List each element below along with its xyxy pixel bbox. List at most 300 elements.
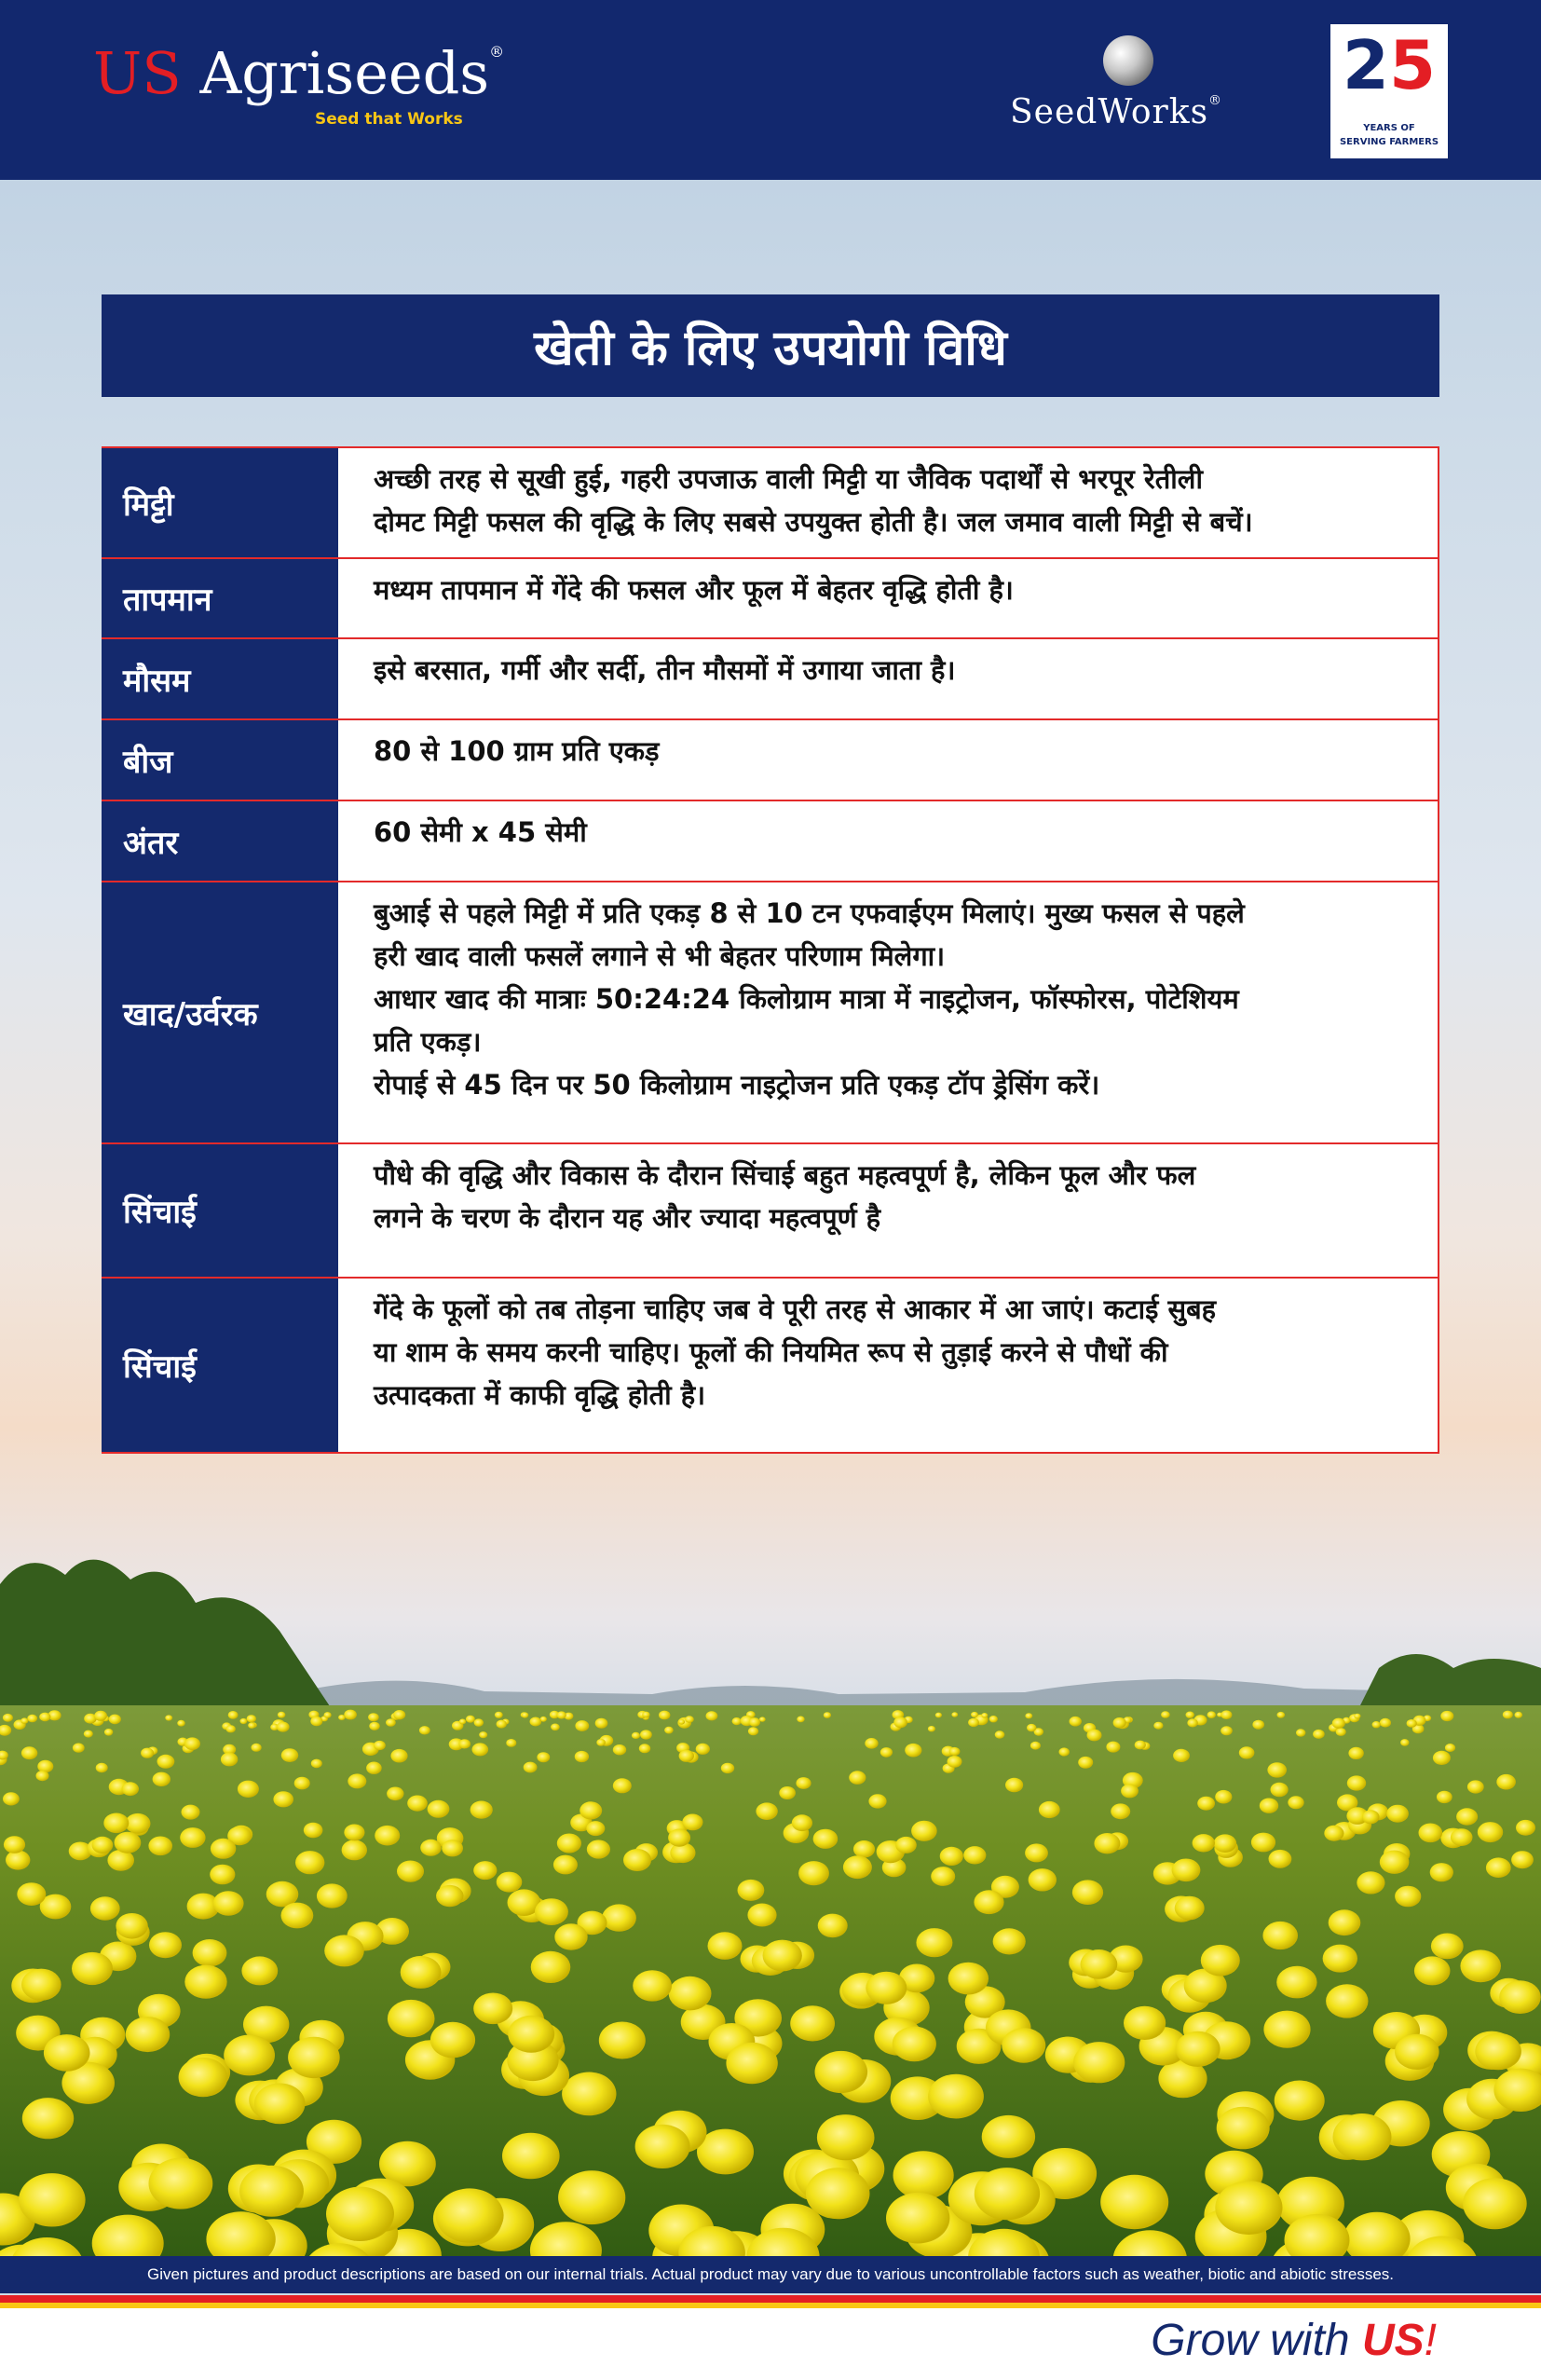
marigold-bloom xyxy=(721,1763,734,1773)
marigold-bloom xyxy=(708,1932,743,1960)
marigold-bloom xyxy=(1113,1717,1126,1728)
marigold-bloom xyxy=(96,1763,108,1772)
marigold-bloom xyxy=(278,1712,285,1718)
cultivation-table xyxy=(102,446,1439,1454)
slogan-text: Grow with xyxy=(1151,2316,1362,2365)
marigold-bloom xyxy=(1252,1720,1264,1730)
marigold-bloom xyxy=(1271,1783,1289,1797)
marigold-bloom xyxy=(797,1717,804,1723)
marigold-bloom xyxy=(595,1718,608,1729)
marigold-bloom xyxy=(157,1755,175,1769)
row-value xyxy=(338,639,1439,718)
marigold-bloom xyxy=(1460,1949,1501,1982)
marigold-bloom xyxy=(442,1840,463,1856)
row-label: बीज xyxy=(102,720,338,800)
marigold-bloom xyxy=(1323,1945,1357,1973)
marigold-bloom xyxy=(277,1722,290,1732)
marigold-bloom xyxy=(177,1720,184,1727)
marigold-bloom xyxy=(1267,1762,1287,1777)
marigold-bloom xyxy=(338,1715,346,1720)
marigold-bloom xyxy=(228,1711,239,1719)
seedworks-orb-icon xyxy=(1103,35,1153,86)
marigold-bloom xyxy=(537,1752,550,1762)
marigold-bloom xyxy=(599,2022,646,2059)
marigold-bloom xyxy=(1503,1711,1513,1719)
marigold-bloom xyxy=(393,1710,405,1719)
marigold-bloom xyxy=(738,1880,765,1901)
brand-tagline: Seed that Works xyxy=(315,110,463,129)
marigold-bloom xyxy=(815,2051,868,2093)
seedworks-reg: ® xyxy=(1208,93,1223,108)
row-label: तापमान xyxy=(102,559,338,637)
anniv-digit-2: 2 xyxy=(1342,26,1389,104)
table-row xyxy=(102,801,1439,882)
marigold-bloom xyxy=(982,2115,1035,2158)
marigold-bloom xyxy=(632,1732,640,1739)
marigold-bloom xyxy=(1073,2042,1125,2083)
marigold-bloom xyxy=(749,1717,760,1727)
marigold-bloom xyxy=(1430,1863,1453,1881)
marigold-bloom xyxy=(472,1743,489,1756)
row-label: मौसम xyxy=(102,639,338,718)
value-line: रोपाई से 45 दिन पर 50 किलोग्राम नाइट्रोजन प्रति एकड़ टॉप ड्रेसिंग करें। xyxy=(374,1069,1100,1101)
anniv-caption-1: YEARS OF xyxy=(1363,123,1415,133)
marigold-bloom xyxy=(1354,1714,1360,1719)
marigold-bloom xyxy=(324,1935,364,1966)
marigold-bloom xyxy=(1296,1729,1305,1736)
marigold-bloom xyxy=(818,1914,848,1938)
marigold-bloom xyxy=(304,1823,323,1839)
row-value xyxy=(338,720,1439,800)
marigold-bloom xyxy=(1111,1803,1130,1819)
marigold-bloom xyxy=(580,1801,602,1819)
marigold-bloom xyxy=(659,1711,670,1720)
marigold-bloom xyxy=(479,1731,487,1738)
marigold-bloom xyxy=(248,1722,255,1729)
marigold-bloom xyxy=(948,1756,962,1768)
marigold-bloom xyxy=(1288,1796,1303,1809)
marigold-bloom xyxy=(893,2027,936,2062)
marigold-bloom xyxy=(473,1993,512,2025)
marigold-bloom xyxy=(386,1718,396,1727)
marigold-bloom xyxy=(613,1744,626,1755)
marigold-bloom xyxy=(1348,1747,1363,1759)
marigold-bloom xyxy=(1221,1710,1232,1719)
marigold-bloom xyxy=(993,1928,1026,1954)
marigold-bloom xyxy=(72,1952,113,1985)
marigold-bloom xyxy=(125,1813,150,1834)
marigold-bloom xyxy=(682,1814,702,1831)
seedworks-name: SeedWorks xyxy=(1010,93,1209,131)
page-title: खेती के लिए उपयोगी विधि xyxy=(534,320,1007,376)
marigold-bloom xyxy=(679,1750,694,1762)
marigold-bloom xyxy=(122,1782,139,1796)
marigold-bloom xyxy=(1386,1805,1409,1823)
marigold-bloom xyxy=(963,1846,986,1864)
marigold-bloom xyxy=(4,1836,25,1853)
marigold-bloom xyxy=(1197,1797,1215,1811)
marigold-bloom xyxy=(104,1729,113,1736)
marigold-bloom xyxy=(470,1801,493,1819)
marigold-bloom xyxy=(633,1970,672,2001)
marigold-bloom xyxy=(1094,1833,1120,1853)
marigold-bloom xyxy=(390,1749,407,1763)
marigold-bloom xyxy=(974,1890,1003,1914)
marigold-bloom xyxy=(790,2005,835,2041)
row-label: अंतर xyxy=(102,801,338,881)
marigold-bloom xyxy=(975,2168,1040,2220)
marigold-bloom xyxy=(911,1821,937,1841)
marigold-bloom xyxy=(817,2114,875,2160)
value-line: प्रति एकड़। xyxy=(374,1026,482,1058)
marigold-bloom xyxy=(1372,1721,1381,1728)
marigold-bloom xyxy=(664,1727,674,1734)
marigold-bloom xyxy=(951,1712,958,1717)
marigold-bloom xyxy=(639,1744,650,1753)
marigold-bloom xyxy=(1431,1934,1464,1960)
marigold-bloom xyxy=(940,1847,963,1866)
marigold-bloom xyxy=(387,1787,403,1801)
value-line: 80 से 100 ग्राम प्रति एकड़ xyxy=(374,735,660,767)
marigold-bloom xyxy=(1451,1828,1473,1846)
marigold-bloom xyxy=(623,1849,651,1871)
marigold-bloom xyxy=(696,1744,710,1755)
marigold-bloom xyxy=(210,1865,235,1885)
marigold-bloom xyxy=(19,2173,86,2226)
marigold-bloom xyxy=(640,1730,652,1739)
anniv-caption-2: SERVING FARMERS xyxy=(1339,137,1439,147)
marigold-bloom xyxy=(893,1717,907,1728)
value-line: गेंदे के फूलों को तब तोड़ना चाहिए जब वे पूरी तरह से आकार में आ जाएं। कटाई सुबह xyxy=(374,1293,1217,1325)
marigold-bloom xyxy=(558,2170,625,2224)
marigold-bloom xyxy=(1313,1730,1325,1739)
marigold-bloom xyxy=(92,1837,114,1853)
marigold-bloom xyxy=(1263,2011,1310,2048)
marigold-bloom xyxy=(895,1837,917,1853)
marigold-bloom xyxy=(211,1839,236,1859)
brand-reg: ® xyxy=(489,43,505,61)
marigold-field-image xyxy=(0,1528,1541,2274)
row-value xyxy=(338,1279,1439,1452)
marigold-bloom xyxy=(1078,1757,1093,1769)
marigold-bloom xyxy=(221,1753,238,1767)
marigold-bloom xyxy=(388,2000,435,2037)
marigold-bloom xyxy=(1193,1834,1215,1852)
marigold-bloom xyxy=(551,1724,560,1731)
marigold-bloom xyxy=(436,2188,504,2242)
value-line: आधार खाद की मात्राः 50:24:24 किलोग्राम मात्रा में नाइट्रोजन, फॉस्फोरस, पोटेशियम xyxy=(374,983,1239,1015)
marigold-bloom xyxy=(344,1825,364,1841)
table-row xyxy=(102,1144,1439,1279)
marigold-bloom xyxy=(530,1717,542,1727)
marigold-bloom xyxy=(1176,2031,1221,2067)
marigold-bloom xyxy=(806,2168,870,2219)
marigold-bloom xyxy=(458,1739,470,1748)
marigold-bloom xyxy=(893,2151,954,2199)
marigold-bloom xyxy=(562,2072,616,2116)
value-line: इसे बरसात, गर्मी और सर्दी, तीन मौसमों में उगाया जाता है। xyxy=(374,654,956,686)
marigold-bloom xyxy=(126,2017,170,2052)
marigold-bloom xyxy=(613,1778,632,1793)
marigold-bloom xyxy=(1478,1822,1503,1842)
marigold-bloom xyxy=(1456,1808,1478,1825)
seedworks-logo xyxy=(997,32,1258,144)
marigold-bloom xyxy=(1380,1851,1410,1874)
marigold-bloom xyxy=(931,1867,955,1886)
marigold-bloom xyxy=(1329,1909,1361,1935)
value-line: उत्पादकता में काफी वृद्धि होती है। xyxy=(374,1379,706,1411)
marigold-bloom xyxy=(247,1715,256,1722)
marigold-bloom xyxy=(1262,1922,1298,1949)
marigold-bloom xyxy=(1496,1774,1516,1790)
marigold-bloom xyxy=(1437,1791,1452,1803)
marigold-bloom xyxy=(294,1777,310,1790)
marigold-bloom xyxy=(430,2022,475,2059)
marigold-bloom xyxy=(21,1746,37,1759)
marigold-bloom xyxy=(326,2187,394,2241)
marigold-bloom xyxy=(557,1834,581,1853)
marigold-bloom xyxy=(779,1786,796,1799)
marigold-bloom xyxy=(73,1744,85,1753)
marigold-bloom xyxy=(1407,1719,1417,1728)
marigold-bloom xyxy=(1025,1843,1048,1862)
value-line: अच्छी तरह से सूखी हुई, गहरी उपजाऊ वाली मिट्टी या जैविक पदार्थों से भरपूर रेतीली xyxy=(374,463,1203,495)
marigold-bloom xyxy=(916,1928,952,1957)
marigold-bloom xyxy=(1153,1722,1163,1730)
marigold-bloom xyxy=(531,1951,571,1983)
marigold-bloom xyxy=(1260,1799,1278,1813)
marigold-bloom xyxy=(94,1711,107,1721)
marigold-bloom xyxy=(21,1969,61,2001)
marigold-bloom xyxy=(995,1730,1005,1738)
marigold-bloom xyxy=(1161,1711,1170,1718)
marigold-bloom xyxy=(141,1748,154,1758)
marigold-bloom xyxy=(880,1747,893,1758)
disclaimer-bar xyxy=(0,2256,1541,2293)
marigold-bloom xyxy=(1087,1730,1102,1742)
marigold-bloom xyxy=(348,1773,366,1788)
marigold-bloom xyxy=(1357,1871,1384,1894)
marigold-bloom xyxy=(401,1956,442,1989)
marigold-bloom xyxy=(678,1719,685,1725)
marigold-bloom xyxy=(1347,1775,1366,1790)
marigold-bloom xyxy=(419,1726,430,1734)
marigold-bloom xyxy=(254,2084,306,2125)
marigold-bloom xyxy=(44,2034,90,2072)
anniversary-badge xyxy=(1330,24,1448,158)
row-label: मिट्टी xyxy=(102,448,338,557)
marigold-bloom xyxy=(1106,1742,1120,1753)
marigold-bloom xyxy=(949,1747,961,1756)
marigold-bloom xyxy=(149,2158,213,2209)
marigold-bloom xyxy=(886,2193,949,2244)
disclaimer-text: Given pictures and product descriptions are based on our internal trials. Actual product may vary due to various uncontrollable factors such as weather, biotic and abiotic stresses. xyxy=(146,2265,1395,2283)
marigold-bloom xyxy=(508,2016,554,2053)
row-value xyxy=(338,801,1439,881)
marigold-bloom xyxy=(1499,1980,1541,2014)
marigold-bloom xyxy=(813,1829,839,1849)
marigold-bloom xyxy=(1362,1810,1380,1824)
marigold-bloom xyxy=(90,1896,120,1920)
marigold-bloom xyxy=(928,1726,935,1731)
marigold-bloom xyxy=(866,1972,907,2004)
marigold-bloom xyxy=(1239,1746,1255,1758)
marigold-bloom xyxy=(238,1781,259,1798)
marigold-bloom xyxy=(240,1718,248,1724)
marigold-bloom xyxy=(103,1813,129,1834)
marigold-bloom xyxy=(375,1826,400,1846)
marigold-bloom xyxy=(27,1715,37,1723)
value-line: बुआई से पहले मिट्टी में प्रति एकड़ 8 से 10 टन एफवाईएम मिलाएं। मुख्य फसल से पहले xyxy=(374,897,1245,929)
grow-with-us-slogan xyxy=(1151,2315,1437,2366)
marigold-bloom xyxy=(1030,1742,1041,1750)
marigold-bloom xyxy=(148,1837,172,1856)
marigold-bloom xyxy=(224,2035,275,2076)
marigold-bloom xyxy=(1324,1826,1343,1841)
marigold-bloom xyxy=(587,1840,610,1858)
table-row xyxy=(102,559,1439,639)
marigold-bloom xyxy=(685,1716,694,1723)
marigold-bloom xyxy=(149,1932,182,1958)
marigold-bloom xyxy=(1173,1749,1190,1762)
row-value xyxy=(338,559,1439,637)
marigold-bloom xyxy=(1515,1712,1523,1718)
marigold-bloom xyxy=(1029,1868,1057,1891)
header-bar xyxy=(0,0,1541,180)
row-value xyxy=(338,882,1439,1142)
marigold-bloom xyxy=(153,1772,170,1786)
marigold-bloom xyxy=(184,1965,226,1999)
marigold-bloom xyxy=(759,1717,766,1721)
marigold-bloom xyxy=(369,1722,379,1730)
marigold-bloom xyxy=(756,1802,777,1820)
marigold-bloom xyxy=(1002,2028,1045,2063)
value-line: दोमट मिट्टी फसल की वृद्धि के लिए सबसे उपयुक्त होती है। जल जमाव वाली मिट्टी से बचें। xyxy=(374,506,1253,538)
marigold-bloom xyxy=(1275,2081,1325,2121)
marigold-bloom xyxy=(374,1741,386,1750)
marigold-bloom xyxy=(1433,1751,1451,1765)
marigold-bloom xyxy=(968,1718,979,1727)
marigold-bloom xyxy=(1467,1780,1484,1793)
marigold-bloom xyxy=(522,1712,529,1717)
marigold-bloom xyxy=(796,1777,811,1789)
slogan-mark: ! xyxy=(1424,2316,1437,2365)
marigold-bloom xyxy=(535,1898,568,1925)
marigold-bloom xyxy=(473,1861,497,1880)
marigold-bloom xyxy=(3,1714,13,1722)
marigold-bloom xyxy=(295,1851,324,1874)
marigold-bloom xyxy=(981,1713,988,1718)
marigold-bloom xyxy=(1326,1984,1368,2018)
marigold-bloom xyxy=(948,1963,989,1995)
marigold-bloom xyxy=(193,1939,227,1966)
marigold-bloom xyxy=(554,1923,587,1949)
marigold-bloom xyxy=(344,1710,357,1720)
marigold-bloom xyxy=(252,1744,262,1752)
marigold-bloom xyxy=(928,2074,984,2119)
marigold-bloom xyxy=(474,1718,484,1726)
marigold-bloom xyxy=(1276,1966,1316,1999)
value-line: या शाम के समय करनी चाहिए। फूलों की नियमित रूप से तुड़ाई करने से पौधों की xyxy=(374,1336,1168,1368)
marigold-bloom xyxy=(1269,1850,1292,1868)
marigold-bloom xyxy=(1400,1739,1409,1746)
marigold-bloom xyxy=(213,1891,244,1915)
us-agriseeds-logo xyxy=(93,39,505,138)
marigold-bloom xyxy=(1214,1834,1237,1853)
marigold-bloom xyxy=(853,1840,875,1858)
marigold-bloom xyxy=(495,1712,503,1718)
marigold-bloom xyxy=(843,1855,872,1879)
value-line: मध्यम तापमान में गेंदे की फसल और फूल में बेहतर वृद्धि होती है। xyxy=(374,574,1014,606)
marigold-bloom xyxy=(726,2043,777,2084)
marigold-bloom xyxy=(642,1712,649,1718)
marigold-bloom xyxy=(466,1716,475,1723)
table-row xyxy=(102,1279,1439,1454)
marigold-bloom xyxy=(1440,1711,1453,1721)
marigold-bloom xyxy=(1380,1718,1391,1728)
red-stripe xyxy=(0,2295,1541,2303)
marigold-bloom xyxy=(288,2037,340,2078)
field-illustration xyxy=(0,1528,1541,2274)
marigold-bloom xyxy=(184,1737,200,1750)
marigold-bloom xyxy=(3,1792,20,1805)
marigold-bloom xyxy=(1217,2107,1270,2150)
marigold-bloom xyxy=(1135,1741,1146,1750)
anniv-digit-5: 5 xyxy=(1389,26,1437,104)
marigold-bloom xyxy=(1463,2178,1527,2229)
marigold-bloom xyxy=(553,1855,578,1875)
marigold-bloom xyxy=(180,1827,205,1848)
marigold-bloom xyxy=(497,1720,507,1729)
title-banner xyxy=(102,294,1439,397)
marigold-bloom xyxy=(905,1744,921,1758)
marigold-bloom xyxy=(1445,1744,1455,1752)
marigold-bloom xyxy=(1215,2181,1282,2235)
marigold-bloom xyxy=(22,2098,74,2139)
marigold-bloom xyxy=(20,1717,28,1723)
marigold-bloom xyxy=(109,1715,121,1725)
slogan-us: US xyxy=(1361,2316,1425,2365)
marigold-bloom xyxy=(989,1716,998,1722)
marigold-bloom xyxy=(747,1904,776,1927)
table-row xyxy=(102,446,1439,559)
marigold-bloom xyxy=(428,1800,450,1818)
marigold-bloom xyxy=(324,1712,332,1718)
marigold-bloom xyxy=(182,1805,200,1820)
marigold-bloom xyxy=(407,1796,428,1812)
marigold-bloom xyxy=(36,1771,49,1781)
marigold-bloom xyxy=(116,1913,147,1939)
marigold-bloom xyxy=(239,2166,304,2217)
marigold-bloom xyxy=(114,1832,141,1853)
marigold-bloom xyxy=(1187,1718,1197,1727)
marigold-bloom xyxy=(397,1861,424,1882)
marigold-bloom xyxy=(311,1759,322,1769)
marigold-bloom xyxy=(84,1730,93,1738)
marigold-bloom xyxy=(1221,1726,1233,1735)
marigold-bloom xyxy=(1414,1956,1451,1985)
marigold-bloom xyxy=(868,1794,886,1808)
marigold-bloom xyxy=(502,2133,560,2179)
marigold-bloom xyxy=(165,1715,172,1720)
row-label: खाद/उर्वरक xyxy=(102,882,338,1142)
row-value xyxy=(338,1144,1439,1277)
marigold-bloom xyxy=(792,1814,812,1831)
marigold-bloom xyxy=(1059,1747,1070,1756)
marigold-bloom xyxy=(1121,1784,1139,1798)
marigold-bloom xyxy=(748,1727,758,1735)
marigold-bloom xyxy=(971,1712,978,1717)
